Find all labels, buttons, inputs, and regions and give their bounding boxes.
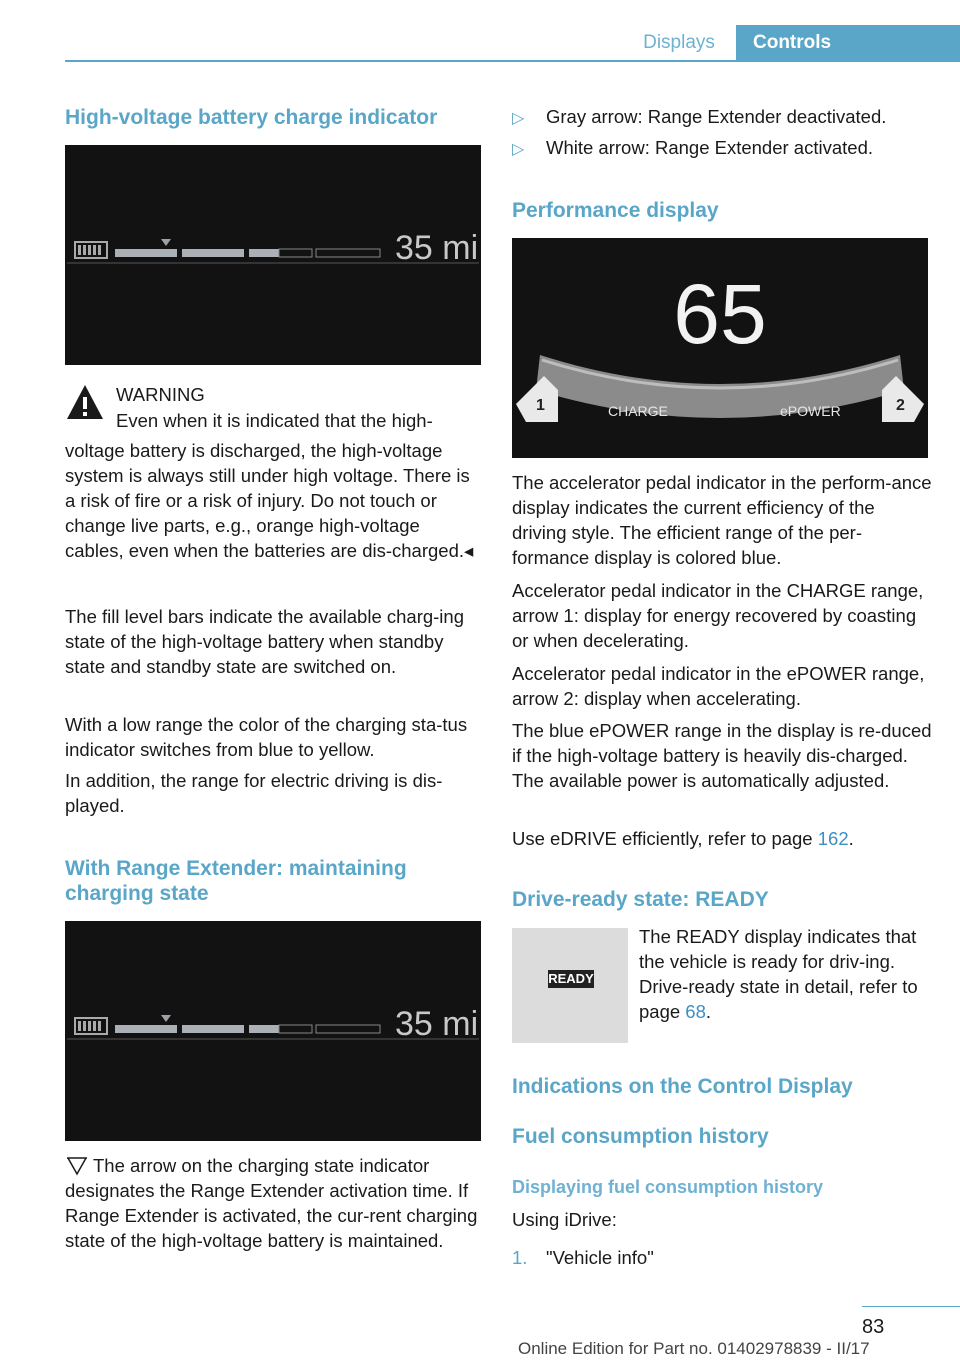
paragraph-addition: In addition, the range for electric driving is dis-played. [65,770,443,816]
battery-range-readout: 35 mi [395,229,479,267]
paragraph-epower-range: Accelerator pedal indicator in the ePOWER range, arrow 2: display when accelerating. [512,663,925,709]
charge-label: CHARGE [608,403,668,419]
bullet-gray-arrow: Gray arrow: Range Extender deactivated. [546,106,887,127]
fill-bar-1 [115,249,177,257]
ready-suffix: . [705,1001,712,1022]
fill-bar-3 [249,249,279,257]
warning-icon [65,383,105,421]
page-link-68[interactable]: 68 [685,1001,706,1022]
heading-drive-ready: Drive-ready state: READY [512,888,769,911]
page-number: 83 [862,1316,885,1338]
performance-display-image [512,238,928,458]
paragraph-accelerator: The accelerator pedal indicator in the perform-ance display indicates the current efficiency of the driving style. The efficient range of the per-formance display is colored blue. [512,472,932,568]
paragraph-using-idrive: Using iDrive: [512,1209,617,1230]
heading-indications: Indications on the Control Display [512,1075,853,1098]
heading-displaying-fuel-history: Displaying fuel consumption history [512,1177,824,1197]
fill-bar-2 [182,249,244,257]
paragraph-blue-range: The blue ePOWER range in the display is re-duced if the high-voltage battery is heavily dis-charged. The available power is automatically adjusted. [512,720,932,791]
fill-bar-2 [182,1025,244,1033]
heading-fuel-history: Fuel consumption history [512,1125,769,1148]
bullet-marker: ▷ [512,141,525,158]
page-link-162[interactable]: 162 [817,828,849,849]
fill-bar-3-empty [279,249,312,257]
heading-range-extender: With Range Extender: maintaining charging state [65,857,407,905]
battery-indicator-image [65,145,481,365]
step-vehicle-info[interactable]: "Vehicle info" [546,1247,654,1268]
paragraph-edrive [512,826,932,851]
range-extender-arrow [161,1015,171,1022]
fill-bar-3-empty [279,1025,312,1033]
edition-note: Online Edition for Part no. 01402978839 - II/17 [518,1339,870,1358]
warning-text: voltage battery is discharged, the high-voltage system is always still under high voltage. There is a risk of fire or a risk of injury. Do not touch or change live parts, e.g., orange high-voltage cables, even when the batteries are dis-charged.◂ [65,440,474,561]
warning-line-1: Even when it is indicated that the high- [116,410,433,431]
paragraph-fill-level: The fill level bars indicate the available charg-ing state of the high-voltage battery when standby state and standby state are switched on. [65,606,464,677]
paragraph-ready [639,924,931,1024]
fill-bar-3 [249,1025,279,1033]
arrow-1-label: 1 [536,397,545,414]
re-range-readout: 35 mi [395,1005,479,1043]
bullet-marker: ▷ [512,110,525,127]
fill-bar-4 [316,249,380,257]
footer-rule [862,1306,960,1307]
step-number: 1. [512,1247,528,1268]
fill-bar-4 [316,1025,380,1033]
bullet-white-arrow: White arrow: Range Extender activated. [546,137,873,158]
edrive-suffix: . [848,828,854,849]
tab-controls[interactable]: Controls [736,25,960,61]
ready-text: The READY display indicates that the vehicle is ready for driv-ing. Drive-ready state in detail, refer to page [639,926,918,1022]
heading-battery-charge-indicator: High-voltage battery charge indicator [65,106,438,129]
range-extender-image [65,921,481,1141]
battery-display-graphic [65,145,481,365]
speed-readout: 65 [673,267,767,361]
paragraph-arrow: The arrow on the charging state indicator designates the Range Extender activation time. If Range Extender is activated, the cur-rent charging state of the high-voltage battery is maintained. [65,1155,478,1251]
edrive-text: Use eDRIVE efficiently, refer to page [512,828,818,849]
warning-label: WARNING [116,384,205,405]
range-extender-arrow [161,239,171,246]
ready-image [512,928,628,1043]
paragraph-low-range: With a low range the color of the charging sta-tus indicator switches from blue to yellow. [65,714,468,760]
tab-displays[interactable]: Displays [643,32,715,53]
paragraph-charge-range: Accelerator pedal indicator in the CHARGE range, arrow 1: display for energy recovered by coasting or when decelerating. [512,580,924,651]
ready-badge: READY [548,971,594,986]
arrow-2-label: 2 [896,397,905,414]
heading-performance-display: Performance display [512,199,719,222]
range-extender-display-graphic [65,921,481,1141]
fill-bar-1 [115,1025,177,1033]
performance-display-graphic [512,238,928,458]
epower-label: ePOWER [780,403,841,419]
